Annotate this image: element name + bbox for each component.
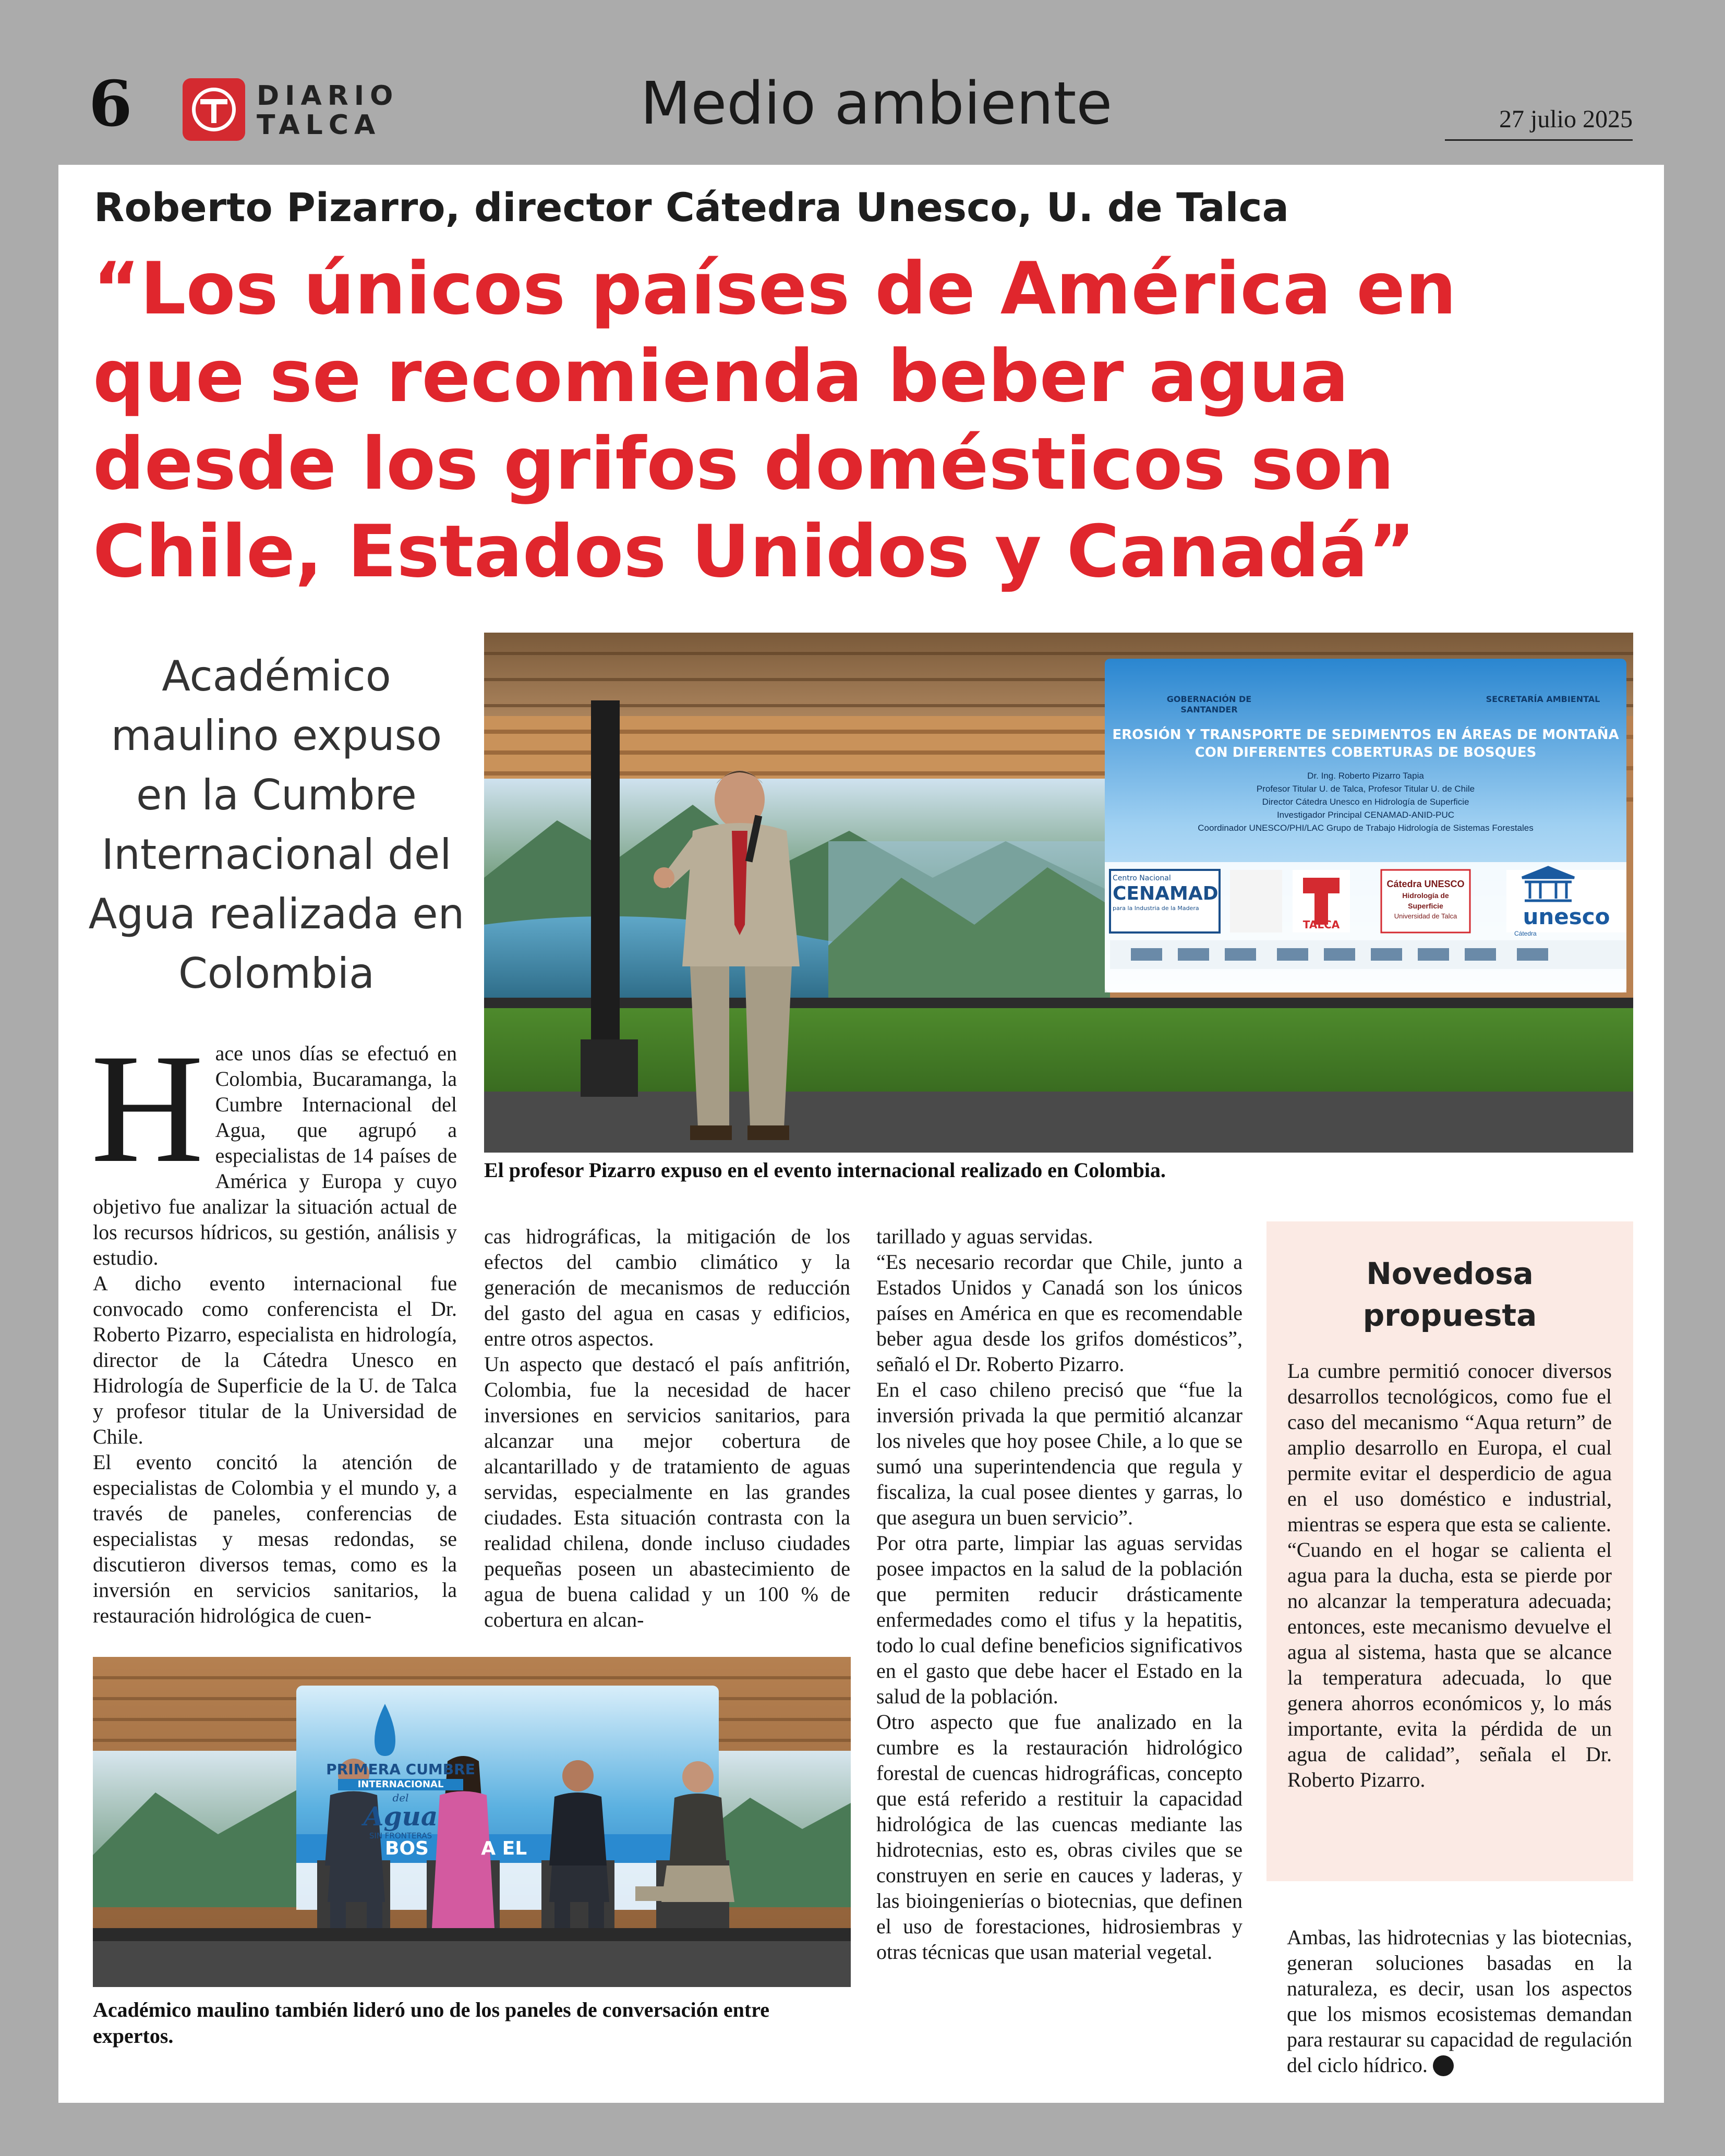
page-number: 6	[89, 67, 132, 141]
paragraph: En el caso chileno precisó que “fue la inversión privada la que permitió alcanzar los niveles que hoy posee Chile, a lo que se sumó una superintendencia que regula y fiscaliza, la cual posee dientes y garras, lo que asegura un buen servicio”.	[876, 1378, 1243, 1529]
banner-detail-line: Dr. Ing. Roberto Pizarro Tapia	[1307, 771, 1424, 781]
summit-banner-line5: SIN FRONTERAS	[369, 1831, 432, 1840]
article-column-4	[1287, 1924, 1632, 2077]
unesco-logo-text: unesco	[1523, 904, 1610, 929]
paragraph: ace unos días se efectuó en Colombia, Bucaramanga, la Cumbre Internacional del Agua, que agrupó a especialistas de 14 países de América y Europa y cuyo objetivo fue analizar la situación actual de los recursos hídricos, su gestión, análisis y estudio.	[93, 1041, 457, 1269]
paragraph: El evento concitó la atención de especialistas de Colombia y el mundo y, a través de paneles, conferencias de especialistas y mesas redondas, se discutieron diversos temas, como es la inversión en servicios sanitarios, la restauración hidrológica de cuen-	[93, 1450, 457, 1627]
sidebar-text	[1287, 1358, 1612, 1792]
talca-logo-text: TALCA	[1302, 918, 1340, 931]
cenamad-logo: Centro Nacional CENAMAD para la Industria de la Madera	[1113, 874, 1219, 912]
photo-bottom-caption: Académico maulino también lideró uno de los paneles de conversación entre expertos.	[93, 1998, 769, 2048]
paragraph: La cumbre permitió conocer diversos desarrollos tecnológicos, como fue el caso del mecanismo “Aqua return” de amplio desarrollo en Europa, el cual permite evitar el desperdicio de agua en el uso doméstico e industrial, mientras se espera que esta se caliente.	[1287, 1359, 1612, 1536]
article-headline: “Los únicos países de América en que se recomienda beber agua desde los grifos domésticos son Chile, Estados Unidos y Canadá”	[93, 247, 1457, 593]
logo-word-diario: DIARIO	[257, 80, 399, 112]
summit-banner-line1: PRIMERA CUMBRE	[326, 1761, 475, 1778]
photo-speaker-on-stage	[484, 633, 1633, 1153]
paragraph: cas hidrográficas, la mitigación de los efectos del cambio climático y la generación de mecanismos de reducción del gasto del agua en casas y edificios, entre otros aspectos.	[484, 1225, 850, 1350]
drop-cap: H	[91, 1022, 204, 1195]
paragraph: Por otra parte, limpiar las aguas servidas posee impactos en la salud de la población que permiten reducir drásticamente enfermedades como el tifus y la hepatitis, todo lo cual define beneficios significativos en el gasto que debe hacer el Estado en la salud de la población.	[876, 1531, 1243, 1708]
banner-header-left: GOBERNACIÓN DE SANTANDER	[1166, 694, 1252, 714]
banner-detail-line: Investigador Principal CENAMAD-ANID-PUC	[1276, 810, 1455, 820]
banner-detail-line: Profesor Titular U. de Talca, Profesor Titular U. de Chile	[1256, 784, 1475, 794]
paragraph: Un aspecto que destacó el país anfitrión, Colombia, fue la necesidad de hacer inversiones en servicios sanitarios, para alcanzar una mejor cobertura de alcantarillado y de tratamiento de aguas servidas, especialmente en las grandes ciudades. Esta situación contrasta con la realidad chilena, donde incluso ciudades pequeñas poseen un abastecimiento de agua de buena calidad y un 100 % de cobertura en alcan-	[484, 1352, 850, 1631]
photo-expert-panel	[93, 1657, 851, 1987]
article-column-1	[91, 1022, 457, 1635]
paragraph: A dicho evento internacional fue convocado como conferencista el Dr. Roberto Pizarro, especialista en hidrología, director de la Cátedra Unesco en Hidrología de Superficie de la U. de Talca y profesor titular de la Universidad de Chile.	[93, 1271, 457, 1448]
banner-detail-line: Coordinador UNESCO/PHI/LAC Grupo de Trabajo Hidrología de Sistemas Forestales	[1198, 823, 1534, 833]
end-of-article-icon	[1433, 2055, 1454, 2076]
unesco-catedra-small: Cátedra	[1514, 930, 1537, 937]
paragraph: tarillado y aguas servidas.	[876, 1225, 1093, 1248]
catedra-unesco-logo: Cátedra UNESCO Hidrología de Superficie Universidad de Talca	[1386, 879, 1465, 920]
paragraph	[1287, 1924, 1632, 2078]
logo-mark-icon	[183, 78, 245, 141]
summit-banner-strip: BOS A EL	[385, 1838, 527, 1859]
banner-header-right: SECRETARÍA AMBIENTAL	[1486, 694, 1600, 704]
article-column-3	[876, 1224, 1243, 2042]
article-kicker: Roberto Pizarro, director Cátedra Unesco, U. de Talca	[94, 184, 1289, 231]
photo-top-caption: El profesor Pizarro expuso en el evento internacional realizado en Colombia.	[484, 1158, 1166, 1182]
banner-detail-line: Director Cátedra Unesco en Hidrología de Superficie	[1262, 797, 1469, 807]
summit-banner-line4: Agua	[363, 1801, 438, 1832]
closing-paragraph: Ambas, las hidrotecnias y las biotecnias, generan soluciones basadas en la naturaleza, es decir, usan los aspectos que los mismos ecosistemas demandan para restaurar su capacidad de regulación del ciclo hídrico.	[1287, 1925, 1632, 2077]
logo-word-talca: TALCA	[257, 110, 381, 141]
section-title: Medio ambiente	[640, 70, 1113, 138]
banner-speaker-details	[1110, 769, 1621, 834]
summit-banner-line2: INTERNACIONAL	[338, 1779, 463, 1790]
diario-talca-logo	[183, 78, 399, 141]
sidebar-title: Novedosa propuesta	[1362, 1256, 1537, 1333]
sidebar-box	[1266, 1221, 1633, 1881]
article-column-2	[484, 1224, 850, 1641]
article-dek: Académico maulino expuso en la Cumbre Internacional del Agua realizada en Colombia	[88, 652, 465, 998]
summit-banner-line3: del	[392, 1791, 409, 1804]
paragraph: “Es necesario recordar que Chile, junto a Estados Unidos y Canadá son los únicos países en América en que es recomendable beber agua desde los grifos domésticos”, señaló el Dr. Roberto Pizarro.	[876, 1250, 1243, 1376]
paragraph: Otro aspecto que fue analizado en la cumbre es la restauración hidrológico forestal de cuencas hidrográficas, concepto que está referido a restituir la capacidad hidrológica de las cuencas mediante las hidrotecnias, esto es, obras civiles que se construyen en serie en cauces y laderas, y las bioingenierías o biotecnias, que definen el uso de forestaciones, hidrosiembras y otras técnicas que usan material vegetal.	[876, 1710, 1243, 1964]
issue-date: 27 julio 2025	[1445, 107, 1633, 141]
paragraph: “Cuando en el hogar se calienta el agua para la ducha, esta se pierde por no alcanzar la temperatura adecuada; entonces, este mecanismo devuelve el agua al sistema, hasta que se alcance la temperatura adecuada, lo que genera ahorros económicos y, lo más importante, evita la pérdida de un agua de calidad”, señala el Dr. Roberto Pizarro.	[1287, 1538, 1612, 1791]
banner-title-line2: CON DIFERENTES COBERTURAS DE BOSQUES	[1195, 745, 1537, 760]
banner-title-line1: EROSIÓN Y TRANSPORTE DE SEDIMENTOS EN ÁREAS DE MONTAÑA	[1112, 727, 1619, 743]
